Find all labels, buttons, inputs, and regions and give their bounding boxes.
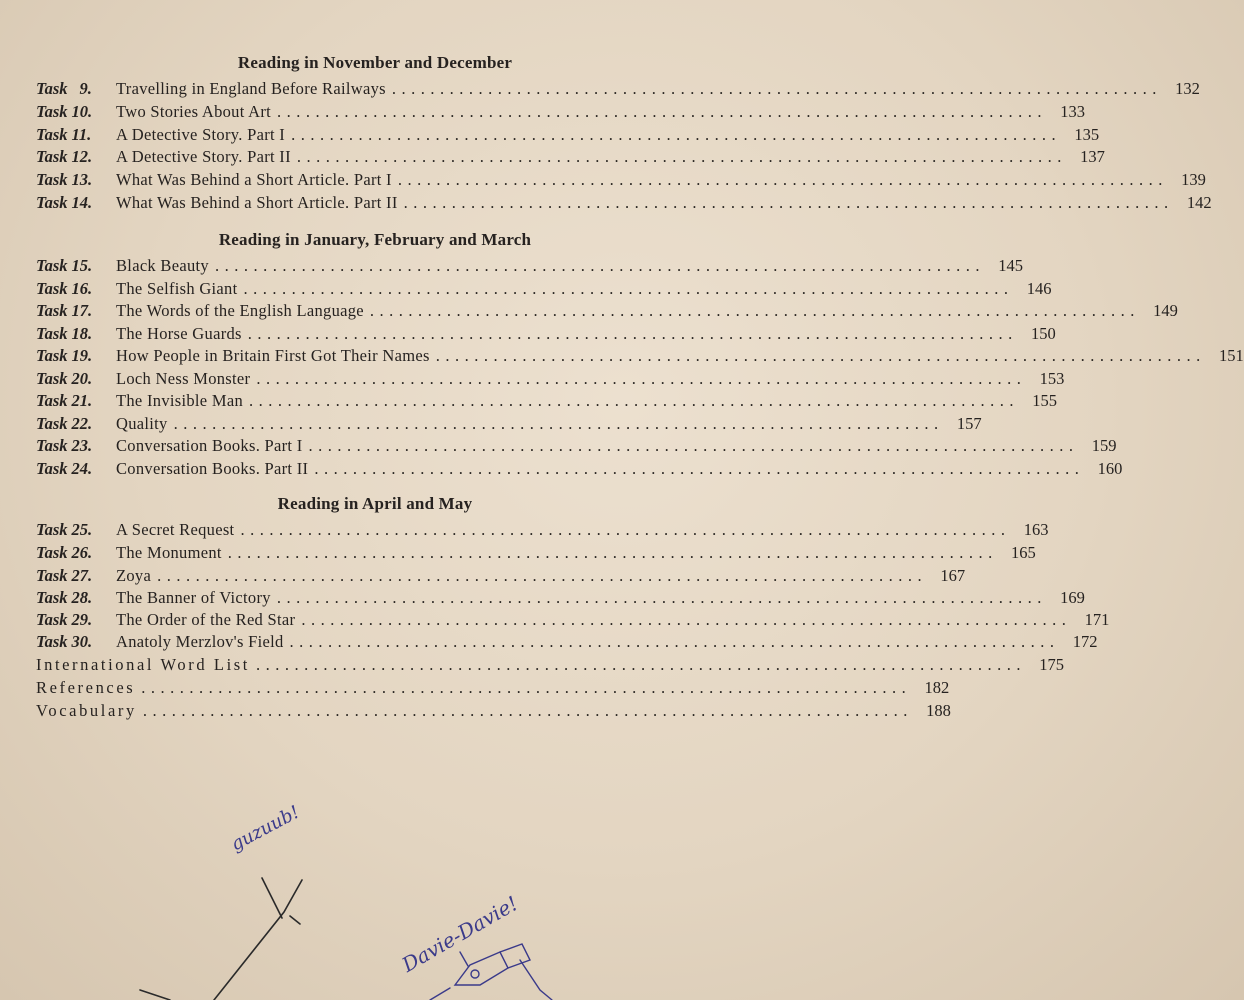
leader-dots: ................................................................................: [296, 147, 1067, 166]
leader-dots: ................................................................................: [435, 346, 1206, 365]
handwritten-note: Davie-Davie!: [397, 891, 523, 977]
page-number: 172: [1072, 632, 1098, 651]
section-title-nov-dec: Reading in November and December: [237, 53, 513, 72]
entry-title: Conversation Books. Part I: [116, 436, 303, 455]
leader-dots: ................................................................................: [289, 632, 1060, 651]
page-number: 139: [1181, 170, 1206, 189]
task-label: Task 29.: [36, 610, 93, 629]
leader-dots: ................................................................................: [397, 170, 1168, 189]
leader-dots: ................................................................................: [141, 678, 912, 697]
entry-title: Loch Ness Monster: [116, 369, 251, 388]
doodle-stroke: [290, 916, 300, 924]
task-label: Task 24.: [36, 459, 93, 478]
leader-dots: ................................................................................: [173, 414, 944, 433]
task-label: Task 22.: [36, 414, 93, 433]
leader-dots: ................................................................................: [308, 436, 1079, 455]
task-label: Task 10.: [36, 102, 93, 121]
section-title-jan-mar: Reading in January, February and March: [218, 230, 532, 249]
page-number: 188: [926, 701, 951, 720]
doodle-stroke: [214, 880, 302, 1000]
entry-title: The Banner of Victory: [116, 588, 271, 607]
entry-title: Quality: [116, 414, 168, 433]
page-number: 155: [1032, 391, 1057, 410]
entry-title: Zoya: [116, 566, 152, 585]
leader-dots: ................................................................................: [403, 193, 1174, 212]
leader-dots: ................................................................................: [391, 79, 1162, 98]
task-label: Task 17.: [36, 301, 93, 320]
doodle-stroke: [460, 952, 468, 966]
page-number: 167: [940, 566, 966, 585]
page-number: 142: [1186, 193, 1212, 212]
entry-title: The Words of the English Language: [116, 301, 364, 320]
entry-title: The Selfish Giant: [116, 279, 238, 298]
task-label: Task 14.: [36, 193, 93, 212]
entry-title: Anatoly Merzlov's Field: [116, 632, 284, 651]
task-label: Task 23.: [36, 436, 93, 455]
task-label: Task 21.: [36, 391, 93, 410]
page-number: 159: [1091, 436, 1117, 455]
leader-dots: ................................................................................: [314, 459, 1085, 478]
page-number: 182: [924, 678, 950, 697]
page-number: 133: [1060, 102, 1086, 121]
handwritten-note: guzuub!: [227, 801, 304, 856]
page-number: 165: [1011, 543, 1036, 562]
page-number: 153: [1039, 369, 1065, 388]
leader-dots: ................................................................................: [214, 256, 985, 275]
doodle-stroke: [471, 970, 479, 978]
entry-title: What Was Behind a Short Article. Part I: [116, 170, 392, 189]
entry-title: The Monument: [116, 543, 222, 562]
entry-title: What Was Behind a Short Article. Part II: [116, 193, 398, 212]
leader-dots: ................................................................................: [243, 279, 1014, 298]
task-label: Task 28.: [36, 588, 93, 607]
page-number: 175: [1039, 655, 1064, 674]
page-number: 137: [1080, 147, 1105, 166]
task-label: Task 19.: [36, 346, 93, 365]
leader-dots: ................................................................................: [277, 102, 1048, 121]
doodle-stroke: [520, 960, 552, 1000]
doodle-stroke: [430, 988, 450, 1000]
task-label: Task 30.: [36, 632, 93, 651]
page-number: 157: [956, 414, 982, 433]
entry-title: A Detective Story. Part I: [116, 125, 286, 144]
page-number: 171: [1084, 610, 1110, 629]
task-label: Task 27.: [36, 566, 93, 585]
doodle-stroke: [140, 990, 170, 1000]
leader-dots: ................................................................................: [255, 655, 1026, 674]
task-label: Task 20.: [36, 369, 93, 388]
entry-title: Conversation Books. Part II: [116, 459, 309, 478]
entry-title: A Secret Request: [116, 520, 235, 539]
page-number: 151: [1218, 346, 1244, 365]
task-label: Task 9.: [36, 79, 92, 98]
doodle-stroke: [262, 878, 282, 918]
entry-title: The Order of the Red Star: [116, 610, 296, 629]
page-number: 163: [1023, 520, 1049, 539]
page-number: 145: [998, 256, 1023, 275]
leader-dots: ................................................................................: [256, 369, 1027, 388]
doodle-stroke: [500, 944, 530, 968]
task-label: Task 18.: [36, 324, 93, 343]
page-number: 150: [1031, 324, 1056, 343]
task-label: Task 26.: [36, 543, 93, 562]
entry-title: Travelling in England Before Railways: [116, 79, 386, 98]
entry-title: A Detective Story. Part II: [116, 147, 291, 166]
entry-title: Black Beauty: [116, 256, 209, 275]
entry-title: Vocabulary: [36, 701, 137, 720]
entry-title: How People in Britain First Got Their Names: [116, 346, 430, 365]
page-number: 169: [1060, 588, 1085, 607]
page-number: 149: [1153, 301, 1178, 320]
leader-dots: ................................................................................: [240, 520, 1011, 539]
leader-dots: ................................................................................: [157, 566, 928, 585]
entry-title: The Horse Guards: [116, 324, 242, 343]
page-number: 132: [1175, 79, 1200, 98]
section-title-apr-may: Reading in April and May: [277, 494, 473, 513]
task-label: Task 13.: [36, 170, 93, 189]
leader-dots: ................................................................................: [291, 125, 1062, 144]
page-number: 146: [1026, 279, 1052, 298]
task-label: Task 16.: [36, 279, 93, 298]
leader-dots: ................................................................................: [247, 324, 1018, 343]
leader-dots: ................................................................................: [227, 543, 998, 562]
leader-dots: ................................................................................: [276, 588, 1047, 607]
entry-title: International Word List: [36, 655, 250, 674]
leader-dots: ................................................................................: [369, 301, 1140, 320]
task-label: Task 11.: [36, 125, 92, 144]
leader-dots: ................................................................................: [142, 701, 913, 720]
task-label: Task 12.: [36, 147, 93, 166]
page-number: 160: [1097, 459, 1123, 478]
task-label: Task 15.: [36, 256, 93, 275]
leader-dots: ................................................................................: [249, 391, 1019, 410]
task-label: Task 25.: [36, 520, 93, 539]
leader-dots: ................................................................................: [301, 610, 1072, 629]
entry-title: References: [36, 678, 136, 697]
entry-title: The Invisible Man: [116, 391, 243, 410]
entry-title: Two Stories About Art: [116, 102, 272, 121]
page-number: 135: [1074, 125, 1100, 144]
